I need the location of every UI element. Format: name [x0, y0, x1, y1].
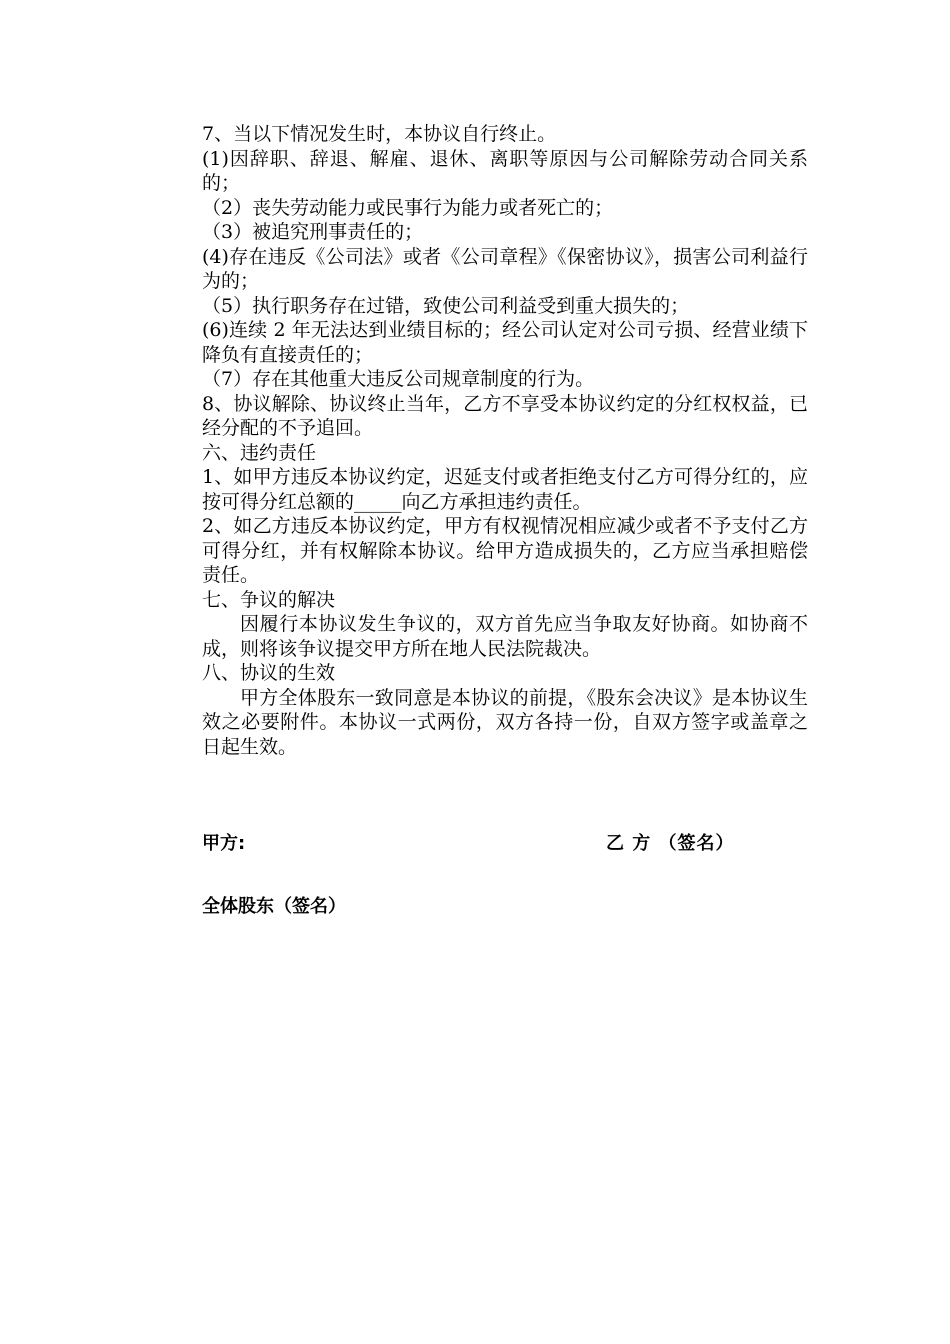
document-body: [202, 122, 808, 759]
signature-party-b: 乙 方 （签名）: [606, 833, 735, 854]
clause-7-item-4: (4)存在违反《公司法》或者《公司章程》《保密协议》，损害公司利益行为的；: [202, 245, 808, 292]
dispute-clause: 因履行本协议发生争议的，双方首先应当争取友好协商。如协商不成，则将该争议提交甲方所在地人民法院裁决。: [202, 613, 808, 660]
effectiveness-clause: 甲方全体股东一致同意是本协议的前提，《股东会决议》是本协议生效之必要附件。本协议一式两份，双方各持一份，自双方签字或盖章之日起生效。: [202, 686, 808, 758]
section-heading-breach: 六、违约责任: [202, 441, 317, 464]
clause-7-termination: 7、当以下情况发生时，本协议自行终止。: [202, 123, 557, 145]
clause-7-item-3: （3）被追究刑事责任的；: [202, 221, 424, 243]
breach-clause-1: 1、如甲方违反本协议约定，迟延支付或者拒绝支付乙方可得分红的，应按可得分红总额的_____向乙方承担违约责任。: [202, 466, 808, 513]
signature-shareholders: 全体股东（签名）: [202, 896, 346, 917]
clause-7-item-6: (6)连续 2 年无法达到业绩目标的；经公司认定对公司亏损、经营业绩下降负有直接责任的；: [202, 319, 808, 366]
breach-clause-2: 2、如乙方违反本协议约定，甲方有权视情况相应减少或者不予支付乙方可得分红，并有权解除本协议。给甲方造成损失的，乙方应当承担赔偿责任。: [202, 515, 808, 586]
clause-7-item-7: （7）存在其他重大违反公司规章制度的行为。: [202, 368, 595, 390]
clause-7-item-1: (1)因辞职、辞退、解雇、退休、离职等原因与公司解除劳动合同关系的；: [202, 147, 808, 194]
section-heading-effectiveness: 八、协议的生效: [202, 662, 336, 684]
signature-party-a: 甲方:: [202, 833, 246, 854]
clause-8-dividend-rights: 8、协议解除、协议终止当年，乙方不享受本协议约定的分红权权益，已经分配的不予追回。: [202, 392, 808, 439]
section-heading-dispute: 七、争议的解决: [202, 588, 336, 611]
clause-7-item-5: （5）执行职务存在过错，致使公司利益受到重大损失的；: [202, 294, 690, 317]
clause-7-item-2: （2）丧失劳动能力或民事行为能力或者死亡的；: [202, 196, 614, 219]
